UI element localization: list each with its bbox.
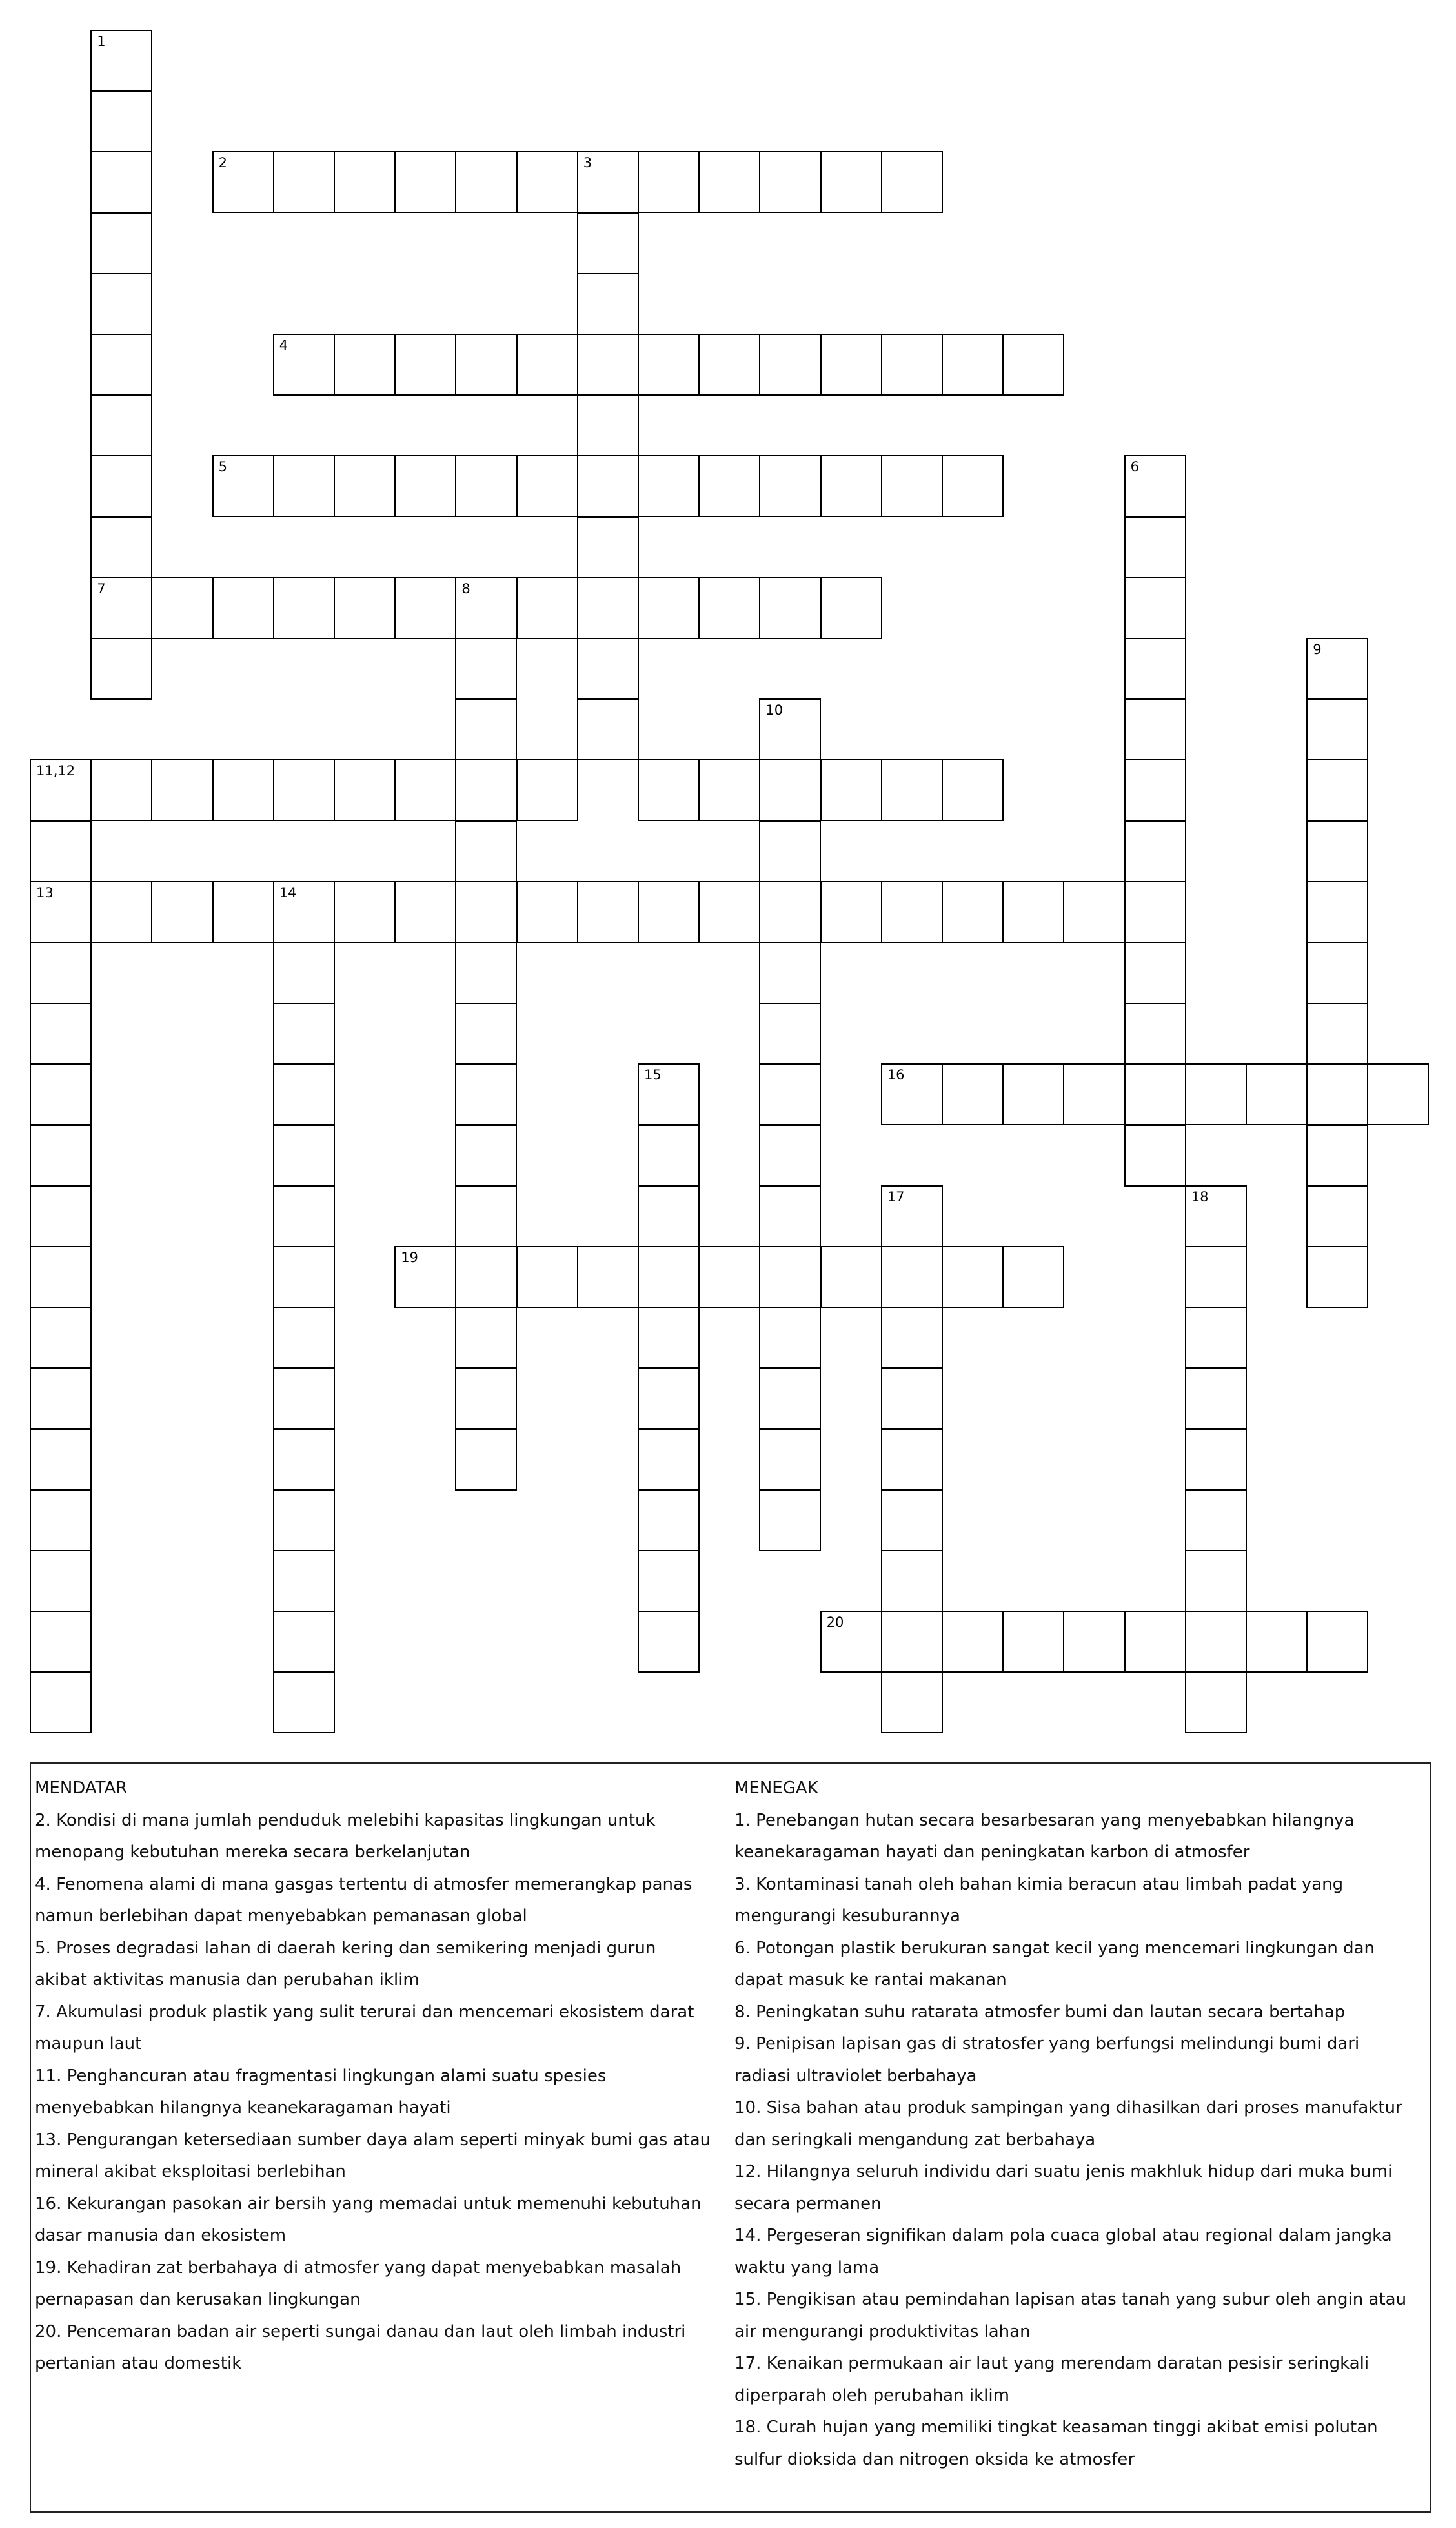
grid-cell[interactable]	[759, 759, 821, 821]
grid-cell[interactable]	[30, 1611, 92, 1673]
grid-cell[interactable]	[1185, 1246, 1247, 1308]
clue-number: 7	[97, 580, 106, 596]
grid-cell[interactable]	[577, 577, 639, 639]
grid-cell[interactable]	[1063, 881, 1125, 943]
grid-cell[interactable]	[1367, 1063, 1429, 1125]
grid-cell[interactable]	[698, 455, 760, 517]
grid-cell[interactable]	[638, 1307, 700, 1369]
down-clue-line: diperparah oleh perubahan iklim	[734, 2385, 1009, 2405]
grid-cell[interactable]	[577, 212, 639, 274]
clue-number: 6	[1130, 459, 1139, 475]
grid-cell[interactable]	[1124, 759, 1186, 821]
grid-cell-13[interactable]	[30, 881, 92, 943]
grid-cell[interactable]	[942, 455, 1004, 517]
across-clue-line: pernapasan dan kerusakan lingkungan	[35, 2290, 361, 2309]
grid-cell[interactable]	[820, 759, 882, 821]
grid-cell[interactable]	[334, 455, 396, 517]
grid-cell[interactable]	[759, 821, 821, 882]
grid-cell[interactable]	[273, 942, 335, 1004]
grid-cell[interactable]	[455, 151, 517, 213]
grid-cell[interactable]	[1306, 698, 1368, 760]
grid-cell[interactable]	[881, 1307, 943, 1369]
clue-number: 2	[218, 155, 227, 171]
grid-cell[interactable]	[455, 1063, 517, 1125]
grid-cell[interactable]	[759, 1185, 821, 1247]
clues-panel	[30, 1762, 1431, 2513]
clue-number: 1	[97, 34, 106, 49]
grid-cell[interactable]	[881, 151, 943, 213]
grid-cell-7[interactable]	[90, 577, 152, 639]
grid-cell[interactable]	[30, 1003, 92, 1065]
grid-cell[interactable]	[516, 334, 578, 396]
grid-cell[interactable]	[90, 516, 152, 578]
grid-cell[interactable]	[759, 334, 821, 396]
down-clue-line: 8. Peningkatan suhu ratarata atmosfer bumi dan lautan secara bertahap	[734, 2002, 1346, 2022]
grid-cell[interactable]	[759, 1307, 821, 1369]
grid-cell[interactable]	[455, 698, 517, 760]
grid-cell[interactable]	[30, 821, 92, 882]
grid-cell[interactable]	[516, 151, 578, 213]
grid-cell[interactable]	[273, 1125, 335, 1187]
across-clue-line: 13. Pengurangan ketersediaan sumber daya alam seperti minyak bumi gas atau	[35, 2130, 711, 2150]
down-clue-line: dan seringkali mengandung zat berbahaya	[734, 2130, 1096, 2150]
down-clue-line: 1. Penebangan hutan secara besarbesaran yang menyebabkan hilangnya	[734, 1810, 1355, 1830]
grid-cell[interactable]	[759, 881, 821, 943]
grid-cell[interactable]	[151, 759, 213, 821]
clue-number: 11,12	[36, 763, 76, 779]
across-clue-line: 19. Kehadiran zat berbahaya di atmosfer yang dapat menyebabkan masalah	[35, 2258, 682, 2278]
grid-cell[interactable]	[759, 455, 821, 517]
grid-cell[interactable]	[1124, 1063, 1186, 1125]
grid-cell[interactable]	[881, 1611, 943, 1673]
grid-cell[interactable]	[759, 577, 821, 639]
grid-cell[interactable]	[1306, 1125, 1368, 1187]
grid-cell[interactable]	[1002, 881, 1064, 943]
down-clue-line: dapat masuk ke rantai makanan	[734, 1970, 1007, 1990]
grid-cell[interactable]	[820, 1246, 882, 1308]
clue-number: 14	[279, 884, 297, 901]
grid-cell[interactable]	[334, 334, 396, 396]
grid-cell[interactable]	[273, 1489, 335, 1551]
clue-number: 5	[218, 459, 227, 475]
grid-cell[interactable]	[577, 455, 639, 517]
grid-cell[interactable]	[1306, 881, 1368, 943]
grid-cell[interactable]	[942, 759, 1004, 821]
grid-cell[interactable]	[90, 90, 152, 152]
down-clue-line: 12. Hilangnya seluruh individu dari suatu jenis makhluk hidup dari muka bumi	[734, 2162, 1393, 2181]
grid-cell[interactable]	[881, 1489, 943, 1551]
grid-cell[interactable]	[881, 455, 943, 517]
grid-cell[interactable]	[90, 212, 152, 274]
across-clue-line: akibat aktivitas manusia dan perubahan iklim	[35, 1970, 420, 1990]
grid-cell[interactable]	[394, 151, 456, 213]
grid-cell[interactable]	[638, 1367, 700, 1429]
grid-cell[interactable]	[212, 881, 274, 943]
grid-cell[interactable]	[1124, 1611, 1186, 1673]
grid-cell[interactable]	[30, 1246, 92, 1308]
across-clue-list	[35, 1805, 729, 2380]
grid-cell[interactable]	[30, 1671, 92, 1733]
grid-cell-18[interactable]	[1185, 1185, 1247, 1247]
grid-cell-16[interactable]	[881, 1063, 943, 1125]
grid-cell[interactable]	[759, 1063, 821, 1125]
grid-cell[interactable]	[638, 881, 700, 943]
grid-cell[interactable]	[759, 1367, 821, 1429]
grid-cell-11-12[interactable]	[30, 759, 92, 821]
down-clue-line: keanekaragaman hayati dan peningkatan karbon di atmosfer	[734, 1842, 1250, 1862]
grid-cell[interactable]	[1306, 821, 1368, 882]
grid-cell-19[interactable]	[394, 1246, 456, 1308]
grid-cell[interactable]	[942, 334, 1004, 396]
grid-cell-17[interactable]	[881, 1185, 943, 1247]
down-clue-line: sulfur dioksida dan nitrogen oksida ke atmosfer	[734, 2449, 1135, 2469]
across-clue-line: 16. Kekurangan pasokan air bersih yang memadai untuk memenuhi kebutuhan	[35, 2194, 702, 2214]
grid-cell[interactable]	[30, 1125, 92, 1187]
grid-cell[interactable]	[1306, 1185, 1368, 1247]
grid-cell[interactable]	[273, 577, 335, 639]
down-clue-line: 14. Pergeseran signifikan dalam pola cuaca global atau regional dalam jangka	[734, 2226, 1392, 2245]
grid-cell[interactable]	[638, 334, 700, 396]
grid-cell[interactable]	[273, 1246, 335, 1308]
grid-cell[interactable]	[881, 1246, 943, 1308]
grid-cell[interactable]	[1306, 759, 1368, 821]
grid-cell[interactable]	[273, 1671, 335, 1733]
grid-cell[interactable]	[455, 1185, 517, 1247]
grid-cell[interactable]	[516, 759, 578, 821]
grid-cell[interactable]	[759, 151, 821, 213]
grid-cell[interactable]	[30, 1367, 92, 1429]
clue-number: 13	[36, 884, 54, 901]
grid-cell[interactable]	[90, 638, 152, 700]
down-clue-line: waktu yang lama	[734, 2258, 880, 2278]
grid-cell[interactable]	[638, 151, 700, 213]
grid-cell[interactable]	[90, 881, 152, 943]
grid-cell[interactable]	[942, 1246, 1004, 1308]
grid-cell[interactable]	[151, 881, 213, 943]
grid-cell[interactable]	[638, 1125, 700, 1187]
clue-number: 17	[887, 1188, 905, 1205]
grid-cell[interactable]	[1124, 881, 1186, 943]
grid-cell[interactable]	[1246, 1063, 1308, 1125]
grid-cell[interactable]	[212, 759, 274, 821]
grid-cell-4[interactable]	[273, 334, 335, 396]
grid-cell[interactable]	[455, 1367, 517, 1429]
grid-cell[interactable]	[1185, 1429, 1247, 1491]
grid-cell[interactable]	[698, 881, 760, 943]
down-clue-line: 10. Sisa bahan atau produk sampingan yang dihasilkan dari proses manufaktur	[734, 2098, 1402, 2117]
grid-cell[interactable]	[759, 942, 821, 1004]
grid-cell[interactable]	[881, 1671, 943, 1733]
grid-cell[interactable]	[820, 151, 882, 213]
grid-cell[interactable]	[1185, 1611, 1247, 1673]
grid-cell[interactable]	[273, 151, 335, 213]
grid-cell[interactable]	[698, 334, 760, 396]
grid-cell[interactable]	[820, 577, 882, 639]
across-clue-line: 5. Proses degradasi lahan di daerah kering dan semikering menjadi gurun	[35, 1938, 656, 1958]
grid-cell[interactable]	[455, 881, 517, 943]
grid-cell[interactable]	[759, 1429, 821, 1491]
grid-cell[interactable]	[455, 1125, 517, 1187]
across-clue-line: 2. Kondisi di mana jumlah penduduk melebihi kapasitas lingkungan untuk	[35, 1810, 656, 1830]
grid-cell[interactable]	[30, 1429, 92, 1491]
grid-cell[interactable]	[30, 1185, 92, 1247]
down-clues-column	[734, 1773, 1425, 2476]
grid-cell[interactable]	[638, 1611, 700, 1673]
down-clue-list	[734, 1805, 1425, 2476]
grid-cell[interactable]	[30, 942, 92, 1004]
grid-cell[interactable]	[577, 273, 639, 335]
across-clue-line: mineral akibat eksploitasi berlebihan	[35, 2162, 346, 2181]
grid-cell[interactable]	[577, 516, 639, 578]
grid-cell[interactable]	[1185, 1307, 1247, 1369]
grid-cell[interactable]	[212, 577, 274, 639]
grid-cell[interactable]	[334, 577, 396, 639]
grid-cell[interactable]	[638, 1550, 700, 1612]
grid-cell[interactable]	[638, 1185, 700, 1247]
down-clue-line: 6. Potongan plastik berukuran sangat kecil yang mencemari lingkungan dan	[734, 1938, 1375, 1958]
grid-cell[interactable]	[273, 1063, 335, 1125]
grid-cell[interactable]	[698, 1246, 760, 1308]
grid-cell[interactable]	[942, 1063, 1004, 1125]
grid-cell[interactable]	[1124, 1125, 1186, 1187]
grid-cell[interactable]	[394, 759, 456, 821]
grid-cell[interactable]	[90, 334, 152, 396]
grid-cell[interactable]	[759, 1246, 821, 1308]
across-clue-line: 7. Akumulasi produk plastik yang sulit terurai dan mencemari ekosistem darat	[35, 2002, 694, 2022]
clue-number: 19	[401, 1250, 418, 1265]
grid-cell-8[interactable]	[455, 577, 517, 639]
grid-cell[interactable]	[638, 759, 700, 821]
grid-cell[interactable]	[1124, 516, 1186, 578]
grid-cell[interactable]	[638, 1429, 700, 1491]
clue-number: 8	[461, 580, 470, 596]
across-heading: MENDATAR	[35, 1779, 128, 1798]
across-clue-line: namun berlebihan dapat menyebabkan pemanasan global	[35, 1906, 527, 1926]
grid-cell[interactable]	[1124, 1003, 1186, 1065]
clue-number: 4	[279, 338, 288, 353]
grid-cell[interactable]	[1002, 1063, 1064, 1125]
grid-cell-15[interactable]	[638, 1063, 700, 1125]
grid-cell[interactable]	[273, 1307, 335, 1369]
down-clue-line: 9. Penipisan lapisan gas di stratosfer yang berfungsi melindungi bumi dari	[734, 2034, 1360, 2054]
across-clue-line: pertanian atau domestik	[35, 2354, 242, 2373]
grid-cell[interactable]	[1063, 1611, 1125, 1673]
grid-cell[interactable]	[820, 334, 882, 396]
grid-cell[interactable]	[273, 1185, 335, 1247]
grid-cell[interactable]	[698, 759, 760, 821]
grid-cell[interactable]	[30, 1307, 92, 1369]
grid-cell[interactable]	[1306, 1063, 1368, 1125]
grid-cell[interactable]	[577, 334, 639, 396]
clue-number: 20	[826, 1615, 844, 1631]
clue-number: 10	[765, 702, 784, 719]
grid-cell[interactable]	[1124, 577, 1186, 639]
grid-cell[interactable]	[881, 1367, 943, 1429]
grid-cell-10[interactable]	[759, 698, 821, 760]
grid-cell[interactable]	[577, 394, 639, 456]
grid-cell[interactable]	[1002, 1611, 1064, 1673]
across-clue-line: dasar manusia dan ekosistem	[35, 2226, 287, 2245]
grid-cell[interactable]	[90, 394, 152, 456]
grid-cell[interactable]	[394, 455, 456, 517]
clue-number: 3	[583, 155, 592, 171]
grid-cell[interactable]	[820, 455, 882, 517]
grid-cell[interactable]	[30, 1063, 92, 1125]
down-clue-line: mengurangi kesuburannya	[734, 1906, 960, 1926]
grid-cell[interactable]	[1185, 1063, 1247, 1125]
grid-cell-1[interactable]	[90, 30, 152, 92]
grid-cell[interactable]	[516, 455, 578, 517]
down-clue-line: 17. Kenaikan permukaan air laut yang merendam daratan pesisir seringkali	[734, 2354, 1370, 2373]
grid-cell[interactable]	[638, 577, 700, 639]
grid-cell[interactable]	[455, 942, 517, 1004]
grid-cell[interactable]	[759, 1125, 821, 1187]
grid-cell[interactable]	[577, 638, 639, 700]
across-clue-line: menopang kebutuhan mereka secara berkelanjutan	[35, 1842, 470, 1862]
grid-cell[interactable]	[1002, 334, 1064, 396]
across-clue-line: menyebabkan hilangnya keanekaragaman hayati	[35, 2098, 451, 2117]
grid-cell[interactable]	[334, 759, 396, 821]
grid-cell[interactable]	[394, 881, 456, 943]
grid-cell[interactable]	[90, 151, 152, 213]
grid-cell[interactable]	[1246, 1611, 1308, 1673]
grid-cell[interactable]	[273, 1003, 335, 1065]
grid-cell[interactable]	[881, 881, 943, 943]
clue-number: 18	[1191, 1188, 1209, 1205]
down-clue-line: 18. Curah hujan yang memiliki tingkat keasaman tinggi akibat emisi polutan	[734, 2418, 1378, 2437]
grid-cell[interactable]	[1063, 1063, 1125, 1125]
down-clue-line: secara permanen	[734, 2194, 882, 2214]
across-clue-line: 4. Fenomena alami di mana gasgas tertentu di atmosfer memerangkap panas	[35, 1874, 693, 1894]
grid-cell[interactable]	[881, 1429, 943, 1491]
grid-cell[interactable]	[90, 455, 152, 517]
grid-cell[interactable]	[455, 1003, 517, 1065]
grid-cell[interactable]	[881, 334, 943, 396]
grid-cell[interactable]	[1124, 821, 1186, 882]
grid-cell[interactable]	[273, 759, 335, 821]
grid-cell[interactable]	[455, 334, 517, 396]
grid-cell[interactable]	[1002, 1246, 1064, 1308]
grid-cell[interactable]	[759, 1003, 821, 1065]
grid-cell[interactable]	[273, 1429, 335, 1491]
across-clue-line: 11. Penghancuran atau fragmentasi lingkungan alami suatu spesies	[35, 2066, 607, 2086]
grid-cell[interactable]	[1306, 1246, 1368, 1308]
grid-cell[interactable]	[1185, 1489, 1247, 1551]
grid-cell[interactable]	[273, 1550, 335, 1612]
grid-cell-20[interactable]	[820, 1611, 882, 1673]
down-heading: MENEGAK	[734, 1779, 818, 1798]
grid-cell[interactable]	[881, 759, 943, 821]
grid-cell[interactable]	[638, 1246, 700, 1308]
grid-cell-3[interactable]	[577, 151, 639, 213]
grid-cell[interactable]	[638, 1489, 700, 1551]
grid-cell[interactable]	[455, 455, 517, 517]
clue-number: 15	[644, 1067, 662, 1083]
down-clue-line: radiasi ultraviolet berbahaya	[734, 2066, 977, 2086]
grid-cell[interactable]	[1124, 698, 1186, 760]
grid-cell[interactable]	[334, 151, 396, 213]
grid-cell[interactable]	[455, 1429, 517, 1491]
grid-cell[interactable]	[394, 577, 456, 639]
grid-cell[interactable]	[90, 759, 152, 821]
grid-cell[interactable]	[1306, 1611, 1368, 1673]
grid-cell[interactable]	[577, 1246, 639, 1308]
grid-cell-5[interactable]	[212, 455, 274, 517]
grid-cell[interactable]	[881, 1550, 943, 1612]
grid-cell[interactable]	[90, 273, 152, 335]
grid-cell[interactable]	[151, 577, 213, 639]
down-clue-line: 15. Pengikisan atau pemindahan lapisan atas tanah yang subur oleh angin atau	[734, 2290, 1407, 2309]
across-clue-line: maupun laut	[35, 2034, 142, 2054]
grid-cell[interactable]	[577, 881, 639, 943]
grid-cell[interactable]	[1185, 1550, 1247, 1612]
grid-cell[interactable]	[942, 881, 1004, 943]
grid-cell[interactable]	[759, 1489, 821, 1551]
clue-number: 16	[887, 1067, 905, 1083]
grid-cell-2[interactable]	[212, 151, 274, 213]
grid-cell[interactable]	[1124, 638, 1186, 700]
grid-cell[interactable]	[455, 638, 517, 700]
down-clue-line: air mengurangi produktivitas lahan	[734, 2321, 1031, 2341]
grid-cell[interactable]	[455, 821, 517, 882]
grid-cell[interactable]	[516, 881, 578, 943]
grid-cell-9[interactable]	[1306, 638, 1368, 700]
across-clues-column	[35, 1773, 729, 2380]
grid-cell[interactable]	[394, 334, 456, 396]
grid-cell[interactable]	[455, 759, 517, 821]
grid-cell[interactable]	[516, 577, 578, 639]
grid-cell[interactable]	[1124, 942, 1186, 1004]
across-clue-line: 20. Pencemaran badan air seperti sungai danau dan laut oleh limbah industri	[35, 2321, 686, 2341]
grid-cell-14[interactable]	[273, 881, 335, 943]
grid-cell-6[interactable]	[1124, 455, 1186, 517]
clue-number: 9	[1313, 642, 1322, 657]
grid-cell[interactable]	[638, 455, 700, 517]
down-clue-line: 3. Kontaminasi tanah oleh bahan kimia beracun atau limbah padat yang	[734, 1874, 1344, 1894]
grid-cell[interactable]	[942, 1611, 1004, 1673]
grid-cell[interactable]	[455, 1307, 517, 1369]
grid-cell[interactable]	[698, 577, 760, 639]
grid-cell[interactable]	[273, 1611, 335, 1673]
grid-cell[interactable]	[1185, 1671, 1247, 1733]
grid-cell[interactable]	[455, 1246, 517, 1308]
grid-cell[interactable]	[273, 1367, 335, 1429]
grid-cell[interactable]	[1185, 1367, 1247, 1429]
grid-cell[interactable]	[820, 881, 882, 943]
grid-cell[interactable]	[1306, 942, 1368, 1004]
grid-cell[interactable]	[30, 1489, 92, 1551]
grid-cell[interactable]	[516, 1246, 578, 1308]
grid-cell[interactable]	[30, 1550, 92, 1612]
grid-cell[interactable]	[334, 881, 396, 943]
grid-cell[interactable]	[1306, 1003, 1368, 1065]
grid-cell[interactable]	[273, 455, 335, 517]
grid-cell[interactable]	[577, 698, 639, 760]
grid-cell[interactable]	[698, 151, 760, 213]
